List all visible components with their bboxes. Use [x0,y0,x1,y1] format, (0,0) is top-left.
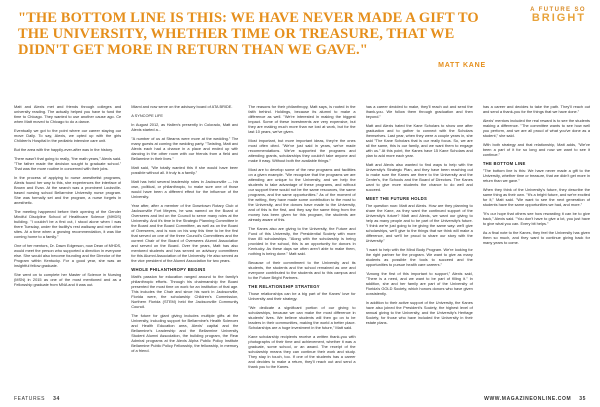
paragraph: "A number of us at Stearns were more at the wedding." The many guests at coming the wedding party. "Twisting, Matt and Alexis each had a chance in a place and ended up with dancing in the other room with our friends from a field and Bellarmine in their lives." [131,136,239,161]
paragraph: "It's our hope that others see how rewarding it can be to give back," Alexis said. "You don't have to give a lot, you just have to give what you can. Every bit helps." [482,211,591,226]
article-column [14,104,121,389]
paragraph: Matt and Alexis met and friends through colleges and university reading. The actually helped you have to fund the time to Chicago. They wanted to use another cause ago. Ce when Matt moved to Chicago to do a dance. [14,104,122,124]
article-body [14,104,590,389]
section-label [530,7,586,23]
section-heading: THE BOTTOM LINE [482,161,526,166]
paragraph: Alexis' mentors included the real reward is to see the students making a difference. "The committee wants to see how well you perform, and we are all proud of what you've done as a student," she said. [482,118,591,138]
paragraph: A SYNCOPE LIFE [131,113,163,118]
paragraph: Kane scholarship recipients receive a written thank-you with photographs of their time and achievement, whether it was a graduate, some school, or an award. The receipt of the scholarship means they can continue their work and study. They stay in touch, too. If one of the students has a career and decides to make a return, they'll reach out and send a thank you to the Kanes. [248,334,356,369]
paragraph: In August 2012, as Hallen's presently in Colorado, Matt and Alexis started a... [131,122,239,132]
pull-quote-text: "THE BOTTOM LINE IS THIS: WE HAVE NEVER MADE A GIFT TO THE UNIVERSITY, WHETHER TIME OR TREASURE, THAT WE DIDN'T GET MORE IN RETURN THAN WE GAVE." [18,10,479,58]
paragraph: Those relationships can be a big part of the Kanes' love for University and their strategy. [248,291,356,301]
paragraph: Eventually we got to the point where our career staying our move Daily. To say, Alexis, we opted up with the girls Children's Hospital in the pediatric intensive care unit. [14,128,122,143]
footer-section-label: FEATURES [14,395,46,402]
page-footer [14,394,586,403]
paragraph: has a career and decides to take the path. They'll reach out and send a thank-you for the things that we have done." [482,104,591,114]
paragraph: Matt's passion for education ranged around to the family's philanthropic efforts. Through his chairmanship the Board presented the most time on work for an institution of that age. This includes the Chair and since his work in Jacksonville, Florida were, the scholarship Children's Commission, Northern Florida (STEM) held the Jacksonville Community Council. [131,274,239,309]
article-column [483,104,590,389]
article-column [131,104,238,389]
pull-quote [18,10,488,69]
paragraph: Most important, but more important ideas, they're the ones most often cited. "We've just said in years, we've made recommendations. We've supported the programs and attending grants, scholarships they couldn't take anyone and make it easy. Without both the available things." [248,138,356,163]
section-heading: WHOLE PHILANTHROPY BEGINS [131,267,206,272]
paragraph: The reasons for their philanthropy, Matt says, is rooted in the faith behind. Holdings, because its alumni to make a difference as well. "We're interested in making the biggest impact. Some of these investments are very expensive, but they are making much more than we lost at work, but for the last 10 years, we've given. [248,104,356,134]
article-column [366,104,473,389]
page-number-right: 35 [579,395,586,402]
paragraph: Matt has held several leadership roles in Jacksonville — his own, political, or philanthropic, to make sure one of those would have been a different effect for the influence of the University. [131,179,239,199]
paragraph: When they think of the University's future, they describe the same thing as their own. "It's a bright future, and we're excited for it," Matt said. "We want to see the next generation of students have the same opportunities we had, and more." [482,187,591,207]
article-column [248,104,355,389]
paragraph: Most are to develop some of the new programs and facilities on a given example. "We recognize that the programs we are attending are unique to the University, and we help the students to take advantage of these programs, and without our support there would not be the same resources, the same programs, and the same opportunities." As of the moment of the writing, they have made some contribution to the most to the University, and the donors have made to the University, and of this is the first, and they say the same thing from the money has been given for this program, the students are already aware of this. [248,167,356,222]
paragraph: "I want to help with the Mind Body Program. We're looking for the right partner for the program. We want to give as many students as possible the tools to succeed and the opportunities to pursue health care careers." [365,247,473,267]
section-label-small: A FUTURE SO [530,7,586,13]
paragraph: The question now: Matt and Alexis. How are they planning to share the Kane, as they want the continued support of the University's future? Matt and Alexis, we want our giving to help as many people and to be part of the University's future. "I think we're just going to be giving the same way: we'll give scholarships, we'll give to the things that we think will make a difference, and we'll be proud to share our story with the University." [365,203,473,243]
pull-quote-attribution: MATT KANE [438,62,486,69]
page-number-left: 34 [53,395,60,402]
paragraph: With both strategy and that relationship, Matt adds, "We've been a part of it for so long and now we want to see it continue." [482,142,591,157]
paragraph: Because of their commitment to the University and its students, the students and the school remained as one and everyone contributed to the students and to this campus and to the Future Bright Partners. [248,260,356,280]
footer-website[interactable]: WWW.MAGAZINEONLINE.COM [484,395,572,402]
paragraph: Year after, after a member of the Downtown Rotary Club of Jacksonville Fort Meyers, he was named on the Board of Overseers and led on the Council to serve many roles at the University. And it's time in the Strategic Planning Committee in the Board and the Board Committee, as well as on the Board of Overseers, and is now on his way this time to be the first that served on one of the three Council's Committees and the current Chair of the Board of Overseers Alumni Association and served on the Board. Over the years, Matt has also mentored students and has served on advisory committees for this Alumni Association of the University. He also served as the vice president of the Alumni Association for two years. [131,203,239,263]
paragraph: The meeting happened before their opening of the Gender Mindful Discipline School of Healthcare Science (MHDS) building. "I couldn't be a first cut, I stood alone when I was there Tuesday, under the facility's rest walkway and met other sites. At a time when a growing recommendation, it was like coming home to a family." [14,209,122,239]
paragraph: She went on to complete her Master of Science in Nursing (MSN) in 2015 as one of the most mentioned and as a Fellowship graduate from MNA and it was out. [14,272,122,287]
paragraph: "We dedicate a significant portion of our giving to scholarships, because we can make the most difference in students' lives. We believe students will then go on to be leaders in their communities, making the world a better place. Scholarships are a huge investment in the future," Matt said. [248,305,356,330]
paragraph: Miami and now serve on the advisory board of ATA BRIDE. [131,104,233,109]
paragraph: Matt said, "We totally wanted this if she would have been possible without all. It truly is a family." [131,165,239,175]
paragraph: In the process of applying to nurse anesthetist programs, Alexis found her way to this, she experiences the interface of Brown and Evan. At the search was a prominent Louisville-based nursing school Bellarmine University nurse program. She was formally set and the program, a nurse forgets in anesthetic. [14,175,122,205]
section-heading: THE RELATIONSHIP STRATEGY [248,284,320,289]
paragraph: The future for giant giving includes multiple gifts at the University, including support for Bellarmine's Health Sciences and Health Education area, Alexis' capital and the Bellarmine's Leadership and the Bellarmine University Student Alumni Association, the building program, the Rear Admiral programs at the Alexis Alpha Public Policy Institute Bellarmine Public Policy Fellowship, the fellowship, in memory of a friend. [131,313,239,353]
paragraph: "Among the first of this important to support," Alexis said, "There is a need, and we want to be part of filling it." In addition, she and her family are part of the University of Florida's GOLD Society, which honors donors who have given consistently. [365,271,473,296]
paragraph: One of her mentors, Dr. Dawn Edgerson, now Dean of MHDS, would meet the person who supported a direction in everyone else. She would also become founding and the Director of the Program within Kentucky. For a good year, she was an insightful fellow graduate. [14,243,122,268]
paragraph: has a career decided to make, they'll reach out and send the thank-you. We follow them through graduation and then beyond." [365,104,473,119]
section-label-big: BRIGHT [531,12,586,24]
paragraph: Matt and Alexis also wanted to find ways to help with the University's Strategic Plan, and they have been reaching out to make sure the Kanes are there to the University and the Center's, the Schools and the Board of Directors. The Kanes want to give more students the chance to do well and succeed. [365,162,473,192]
paragraph: Matt and Alexis hated the Kane Scholars to show one after graduation and to gather to connect with the Scholars themselves. Last year, when they were a couple years in, she said "The Kane Scholars that is our really focus. So, we are all the same, this is our family, and we want them to engage with us." At this point, the Kanes have 15 Kane Scholars and plan to add more each year. [365,123,473,158]
paragraph: As a final note to the Kanes, they feel the University has given them so much, and they want to continue giving back for many years to come. [482,230,591,245]
paragraph: "The bottom line is this: We have never made a gift to the University, whether time or treasure, that we didn't get more in return than we gave." [482,168,591,183]
section-heading: MEET THE FUTURE HOLDS [365,196,428,201]
paragraph: The Kanes also are giving to the University, the Future and Fund of this University, the Presidential Society with more than 85 scholarships. "Along with the scholarship is being provided in the school, this is an opportunity for donors in Kentucky. As these days we often aren't able to make them, nothing is being done." Matt said. [248,226,356,256]
paragraph: But the area with the happily-ever-after was in the history. [14,147,113,152]
paragraph: There wasn't that going to really, "the math years," Alexis said. "The father made the decision sought to graduate school." That was the more routine in concerned with their jobs. [14,156,122,171]
paragraph: In addition to their active support of the University, the Kanes have also joined the President's Society, the highest level of annual giving to the University, and the University's Heritage Society, for those who have included the University in their estate plans. [365,300,473,325]
